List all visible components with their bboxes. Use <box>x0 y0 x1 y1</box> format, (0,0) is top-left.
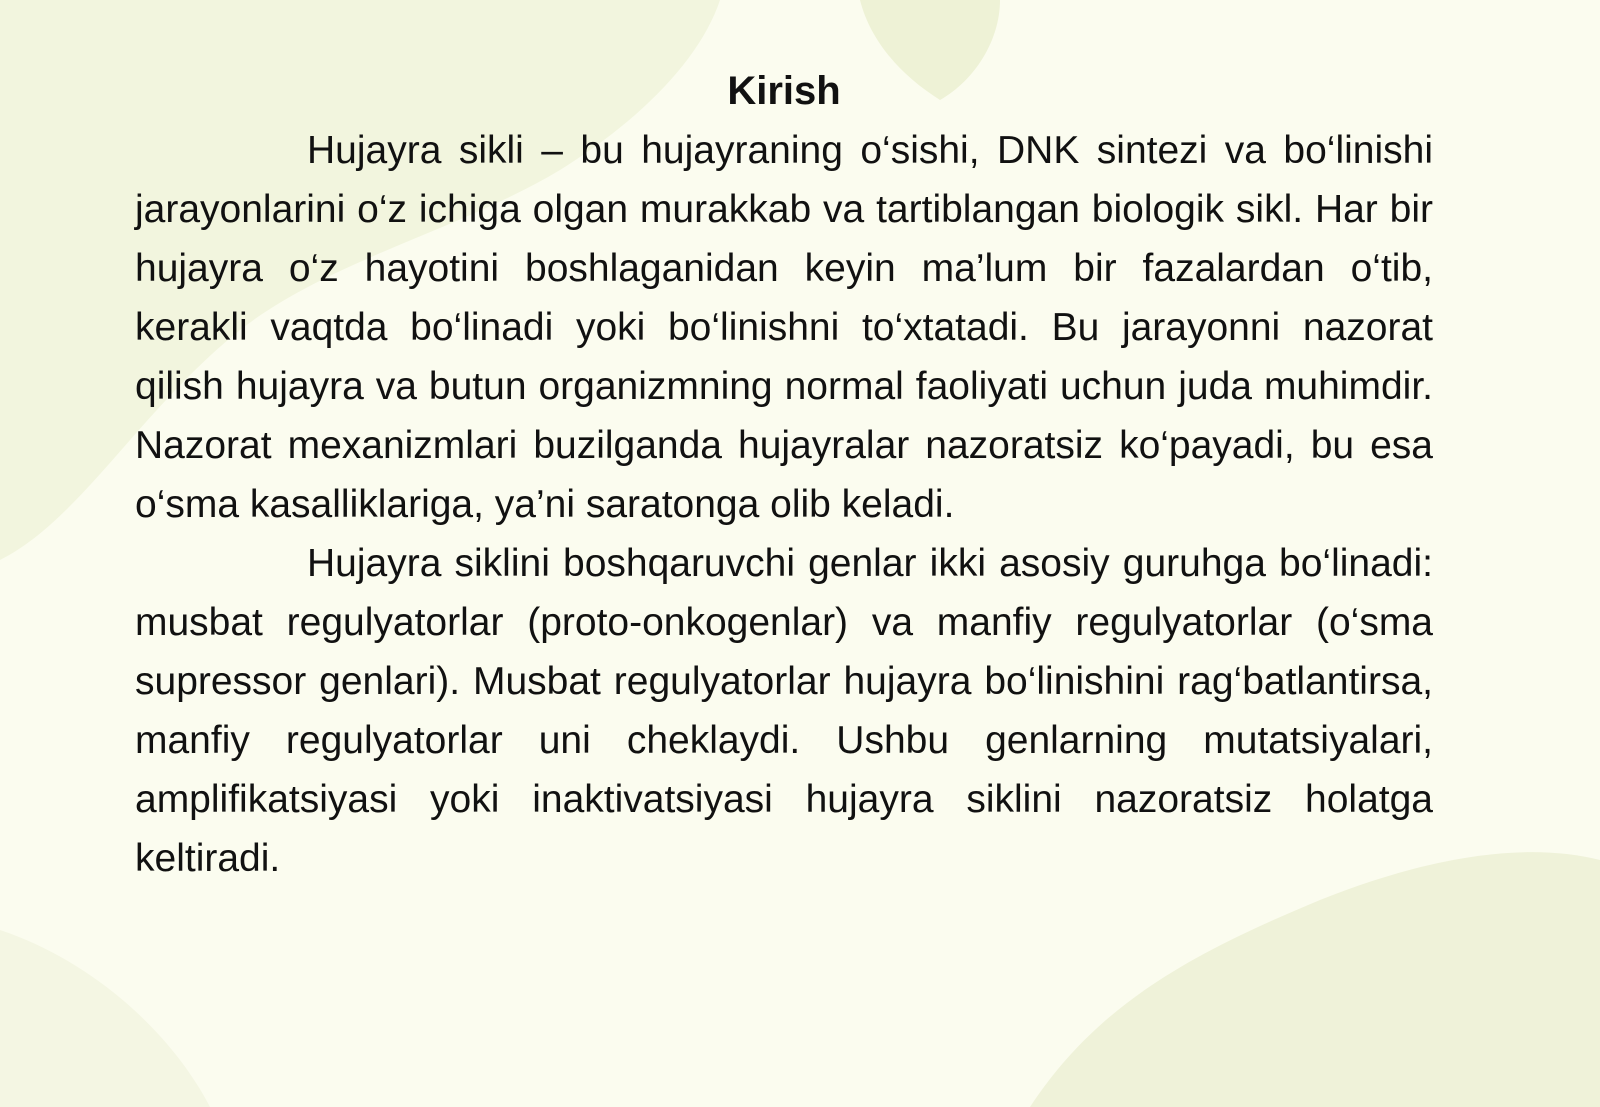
background-blob-bottom-right <box>1030 852 1600 1107</box>
paragraph-cell-cycle-definition: Hujayra sikli – bu hujayraning o‘sishi, DNK sintezi va bo‘linishi jarayonlarini o‘z ichiga olgan murakkab va tartiblangan biologik sikl. Har bir hujayra o‘z hayotini boshlaganidan keyin ma’lum bir fazalardan o‘tib, kerakli vaqtda bo‘linadi yoki bo‘linishni to‘xtatadi. Bu jarayonni nazorat qilish hujayra va butun organizmning normal faoliyati uchun juda muhimdir. Nazorat mexanizmlari buzilganda hujayralar nazoratsiz ko‘payadi, bu esa o‘sma kasalliklariga, ya’ni saratonga olib keladi. <box>135 129 1433 526</box>
slide-title: Kirish <box>727 69 841 113</box>
paragraph-regulator-genes: Hujayra siklini boshqaruvchi genlar ikki asosiy guruhga bo‘linadi: musbat regulyatorlar (proto-onkogenlar) va manfiy regulyatorlar (o‘sma supressor genlari). Musbat regulyatorlar hujayra bo‘linishini rag‘batlantirsa, manfiy regulyatorlar uni cheklaydi. Ushbu genlarning mutatsiyalari, amplifikatsiyasi yoki inaktivatsiyasi hujayra siklini nazoratsiz holatga keltiradi. <box>135 542 1433 880</box>
slide-text-block <box>135 62 1433 888</box>
background-blob-bottom-left <box>0 930 210 1107</box>
